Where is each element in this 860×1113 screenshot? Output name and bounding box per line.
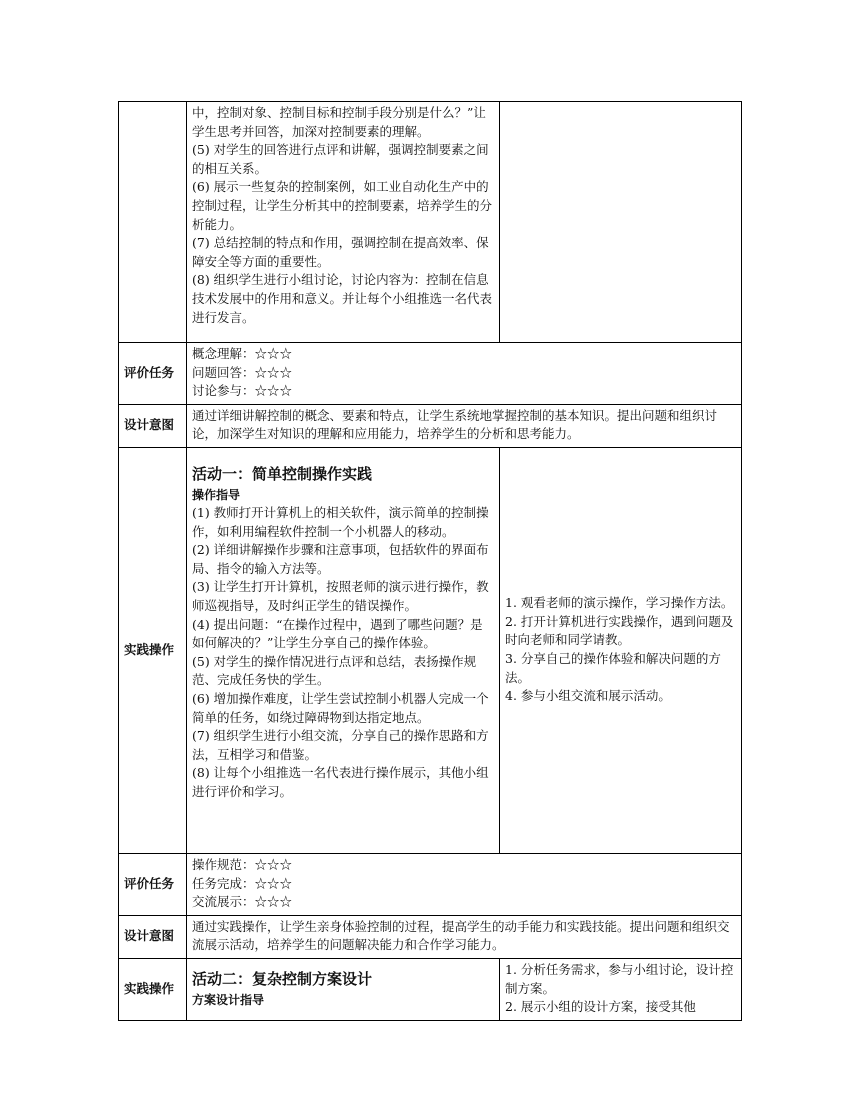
practice-step: (6) 增加操作难度，让学生尝试控制小机器人完成一个简单的任务，如绕过障碍物到达指定地点。	[192, 690, 489, 725]
practice-step: (8) 让每个小组推选一名代表进行操作展示，其他小组进行评价和学习。	[192, 765, 489, 799]
design-intent-label: 设计意图	[119, 915, 187, 958]
evaluation-item: 概念理解：☆☆☆	[192, 346, 293, 361]
practice-step: (3) 让学生打开计算机，按照老师的演示进行操作，教师巡视指导，及时纠正学生的错误操作。	[192, 579, 489, 613]
practice-step: (7) 组织学生进行小组交流，分享自己的操作思路和方法，互相学习和借鉴。	[192, 728, 489, 762]
row-practice-2	[119, 958, 742, 1020]
evaluation-item: 讨论参与：☆☆☆	[192, 383, 293, 399]
student-activity: 3. 分享自己的操作体验和解决问题的方法。	[505, 650, 721, 685]
design-intent-label: 设计意图	[119, 404, 187, 447]
activity-guide-heading: 操作指导	[192, 487, 241, 502]
practice-teacher-cell	[187, 447, 500, 853]
design-intent-text: 通过实践操作，让学生亲身体验控制的过程，提高学生的动手能力和实践技能。提出问题和组织交流展示活动，培养学生的问题解决能力和合作学习能力。	[187, 915, 742, 958]
evaluation-items-cell	[187, 343, 742, 405]
row1-paragraph: (6) 展示一些复杂的控制案例，如工业自动化生产中的控制过程，让学生分析其中的控制要素，培养学生的分析能力。	[192, 179, 493, 232]
evaluation-item: 问题回答：☆☆☆	[192, 364, 293, 380]
practice-step: (2) 详细讲解操作步骤和注意事项，包括软件的界面布局、指令的输入方法等。	[192, 542, 489, 576]
practice2-teacher-cell	[187, 958, 500, 1020]
student-activity: 4. 参与小组交流和展示活动。	[505, 688, 671, 704]
row1-paragraph: (8) 组织学生进行小组讨论，讨论内容为：控制在信息技术发展中的作用和意义。并让每个小组推选一名代表进行发言。	[192, 272, 493, 325]
row-evaluation-1	[119, 343, 742, 405]
student-activity: 1. 分析任务需求，参与小组讨论，设计控制方案。	[505, 961, 734, 996]
evaluation-item: 操作规范：☆☆☆	[192, 856, 293, 872]
row-practice-1	[119, 447, 742, 853]
row1-teacher-cell	[187, 102, 500, 343]
row1-label-cell	[119, 102, 187, 343]
lesson-plan-table	[118, 101, 742, 1021]
evaluation-items-cell	[187, 853, 742, 915]
evaluation-label: 评价任务	[119, 853, 187, 915]
row1-paragraph: (7) 总结控制的特点和作用，强调控制在提高效率、保障安全等方面的重要性。	[192, 235, 489, 269]
student-activity: 1. 观看老师的演示操作，学习操作方法。	[505, 595, 734, 611]
student-activity: 2. 打开计算机进行实践操作，遇到问题及时向老师和同学请教。	[505, 613, 734, 648]
row1-paragraph: (5) 对学生的回答进行点评和讲解，强调控制要素之间的相互关系。	[192, 142, 489, 176]
design-intent-text: 通过详细讲解控制的概念、要素和特点，让学生系统地掌握控制的基本知识。提出问题和组织讨论，加深学生对知识的理解和应用能力，培养学生的分析和思考能力。	[187, 404, 742, 447]
row-teaching-continuation	[119, 102, 742, 343]
practice-step: (1) 教师打开计算机上的相关软件，演示简单的控制操作，如利用编程软件控制一个小机器人的移动。	[192, 504, 489, 539]
practice2-student-cell	[500, 958, 742, 1020]
row-evaluation-2	[119, 853, 742, 915]
activity-title: 活动二：复杂控制方案设计	[192, 969, 373, 988]
practice-label: 实践操作	[119, 958, 187, 1020]
activity-title: 活动一：简单控制操作实践	[192, 464, 373, 483]
row-design-intent-2	[119, 915, 742, 958]
activity-guide-heading: 方案设计指导	[192, 992, 265, 1007]
row1-student-cell	[500, 102, 742, 343]
evaluation-item: 交流展示：☆☆☆	[192, 894, 293, 910]
student-activity: 2. 展示小组的设计方案，接受其他	[505, 999, 696, 1015]
row-design-intent-1	[119, 404, 742, 447]
row1-paragraph: 中，控制对象、控制目标和控制手段分别是什么？”让学生思考并回答，加深对控制要素的理解。	[192, 105, 486, 139]
practice-label: 实践操作	[119, 447, 187, 853]
evaluation-item: 任务完成：☆☆☆	[192, 875, 293, 891]
practice-step: (5) 对学生的操作情况进行点评和总结，表扬操作规范、完成任务快的学生。	[192, 653, 477, 688]
practice-step: (4) 提出问题：“在操作过程中，遇到了哪些问题？是如何解决的？”让学生分享自己的操作体验。	[192, 616, 483, 651]
practice-student-cell	[500, 447, 742, 853]
evaluation-label: 评价任务	[119, 343, 187, 405]
